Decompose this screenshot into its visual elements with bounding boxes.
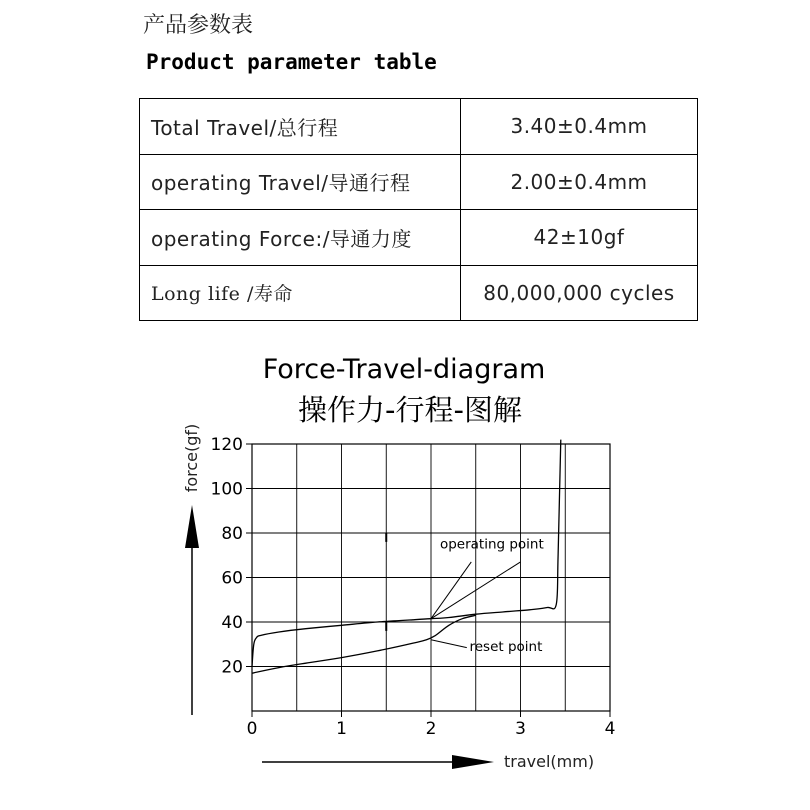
page-title-en: Product parameter table — [146, 50, 437, 74]
page-title-cn: 产品参数表 — [143, 13, 254, 38]
param-value: 42±10gf — [461, 210, 698, 266]
param-value: 2.00±0.4mm — [461, 154, 698, 210]
y-tick-label: 20 — [221, 657, 243, 678]
param-label: Total Travel/总行程 — [140, 99, 461, 155]
chart-subtitle: 操作力-行程-图解 — [298, 393, 522, 427]
y-axis-label: force(gf) — [182, 423, 201, 493]
series-line-1 — [252, 440, 561, 667]
y-tick-label: 120 — [210, 435, 243, 455]
y-tick-label: 80 — [221, 524, 243, 544]
param-value: 3.40±0.4mm — [461, 99, 698, 155]
operating-point-label: operating point — [439, 536, 544, 553]
param-label: operating Travel/导通行程 — [140, 154, 461, 210]
x-tick-label: 2 — [425, 719, 437, 739]
reset-point-leader — [431, 640, 467, 648]
y-axis-arrowhead — [185, 505, 199, 548]
reset-point-label: reset point — [469, 638, 543, 655]
param-label: Long life /寿命 — [140, 265, 461, 321]
x-axis-arrowhead — [452, 755, 494, 769]
x-tick-label: 4 — [604, 719, 616, 739]
y-tick-label: 40 — [221, 613, 243, 633]
chart-annotations — [431, 537, 544, 655]
chart-title: Force-Travel-diagram — [262, 354, 546, 385]
y-tick-label: 100 — [210, 479, 243, 500]
chart-grid — [252, 444, 610, 711]
series-line-2 — [252, 615, 476, 673]
x-tick-label: 0 — [246, 719, 258, 739]
x-axis-label: travel(mm) — [504, 752, 595, 771]
y-tick-label: 60 — [221, 568, 243, 589]
param-value: 80,000,000 cycles — [461, 265, 698, 321]
operating-point-leader — [431, 562, 471, 619]
chart-ticks — [211, 435, 616, 739]
x-tick-label: 3 — [515, 719, 526, 739]
param-label: operating Force:/导通力度 — [140, 210, 461, 266]
x-tick-label: 1 — [336, 719, 347, 739]
